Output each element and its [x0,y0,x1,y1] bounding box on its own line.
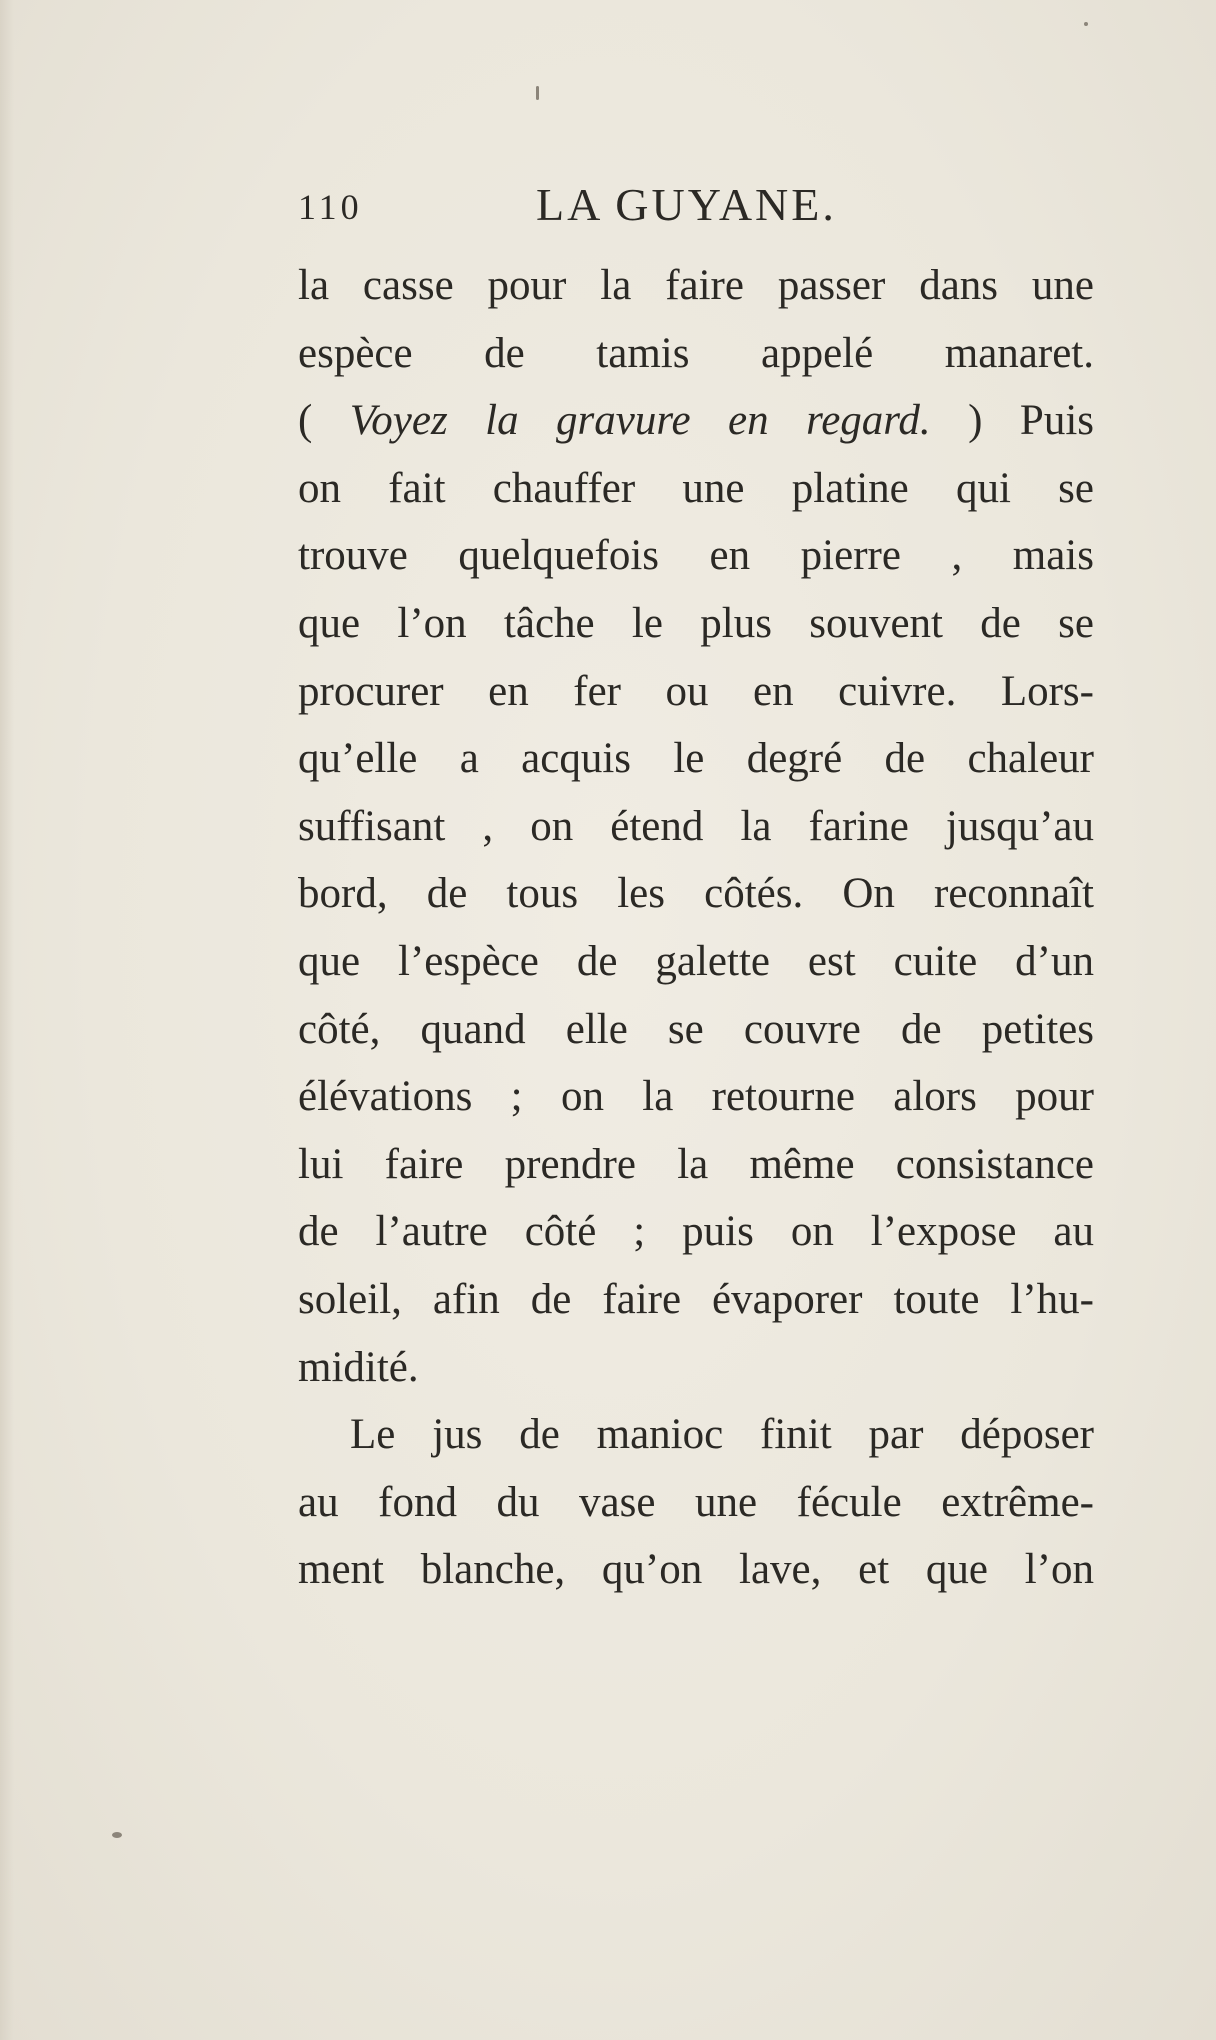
text-line: la casse pour la faire passer dans une [298,262,1094,309]
paper-speck [112,1832,122,1838]
text-line: que l’on tâche le plus souvent de se [298,599,1094,647]
paren-open: ( [298,397,350,445]
text-line: de l’autre côté ; puis on l’expose au [298,1208,1094,1256]
body-text [298,252,1094,1604]
paren-close: ) Puis [930,397,1095,445]
text-line: bord, de tous les côtés. On reconnaît [298,870,1094,918]
text-line: procurer en fer ou en cuivre. Lors- [298,667,1094,715]
page-gutter-shadow [0,0,14,2040]
text-line: trouve quelquefois en pierre , mais [298,532,1094,580]
text-line: soleil, afin de faire évaporer toute l’hu- [298,1275,1094,1323]
text-line [298,387,1094,455]
text-line: élévations ; on la retourne alors pour [298,1073,1094,1121]
text-line: lui faire prendre la même consistance [298,1140,1094,1188]
text-line: midité. [298,1343,419,1391]
page-header [298,178,858,238]
running-title: LA GUYANE. [536,179,837,230]
text-line: que l’espèce de galette est cuite d’un [298,937,1094,985]
text-line: on fait chauffer une platine qui se [298,464,1094,512]
text-line: suffisant , on étend la farine jusqu’au [298,802,1094,850]
paper-speck [536,86,539,100]
italic-reference: Voyez la gravure en regard. [349,397,931,445]
page-number: 110 [298,187,363,227]
paragraph-start-line: Le jus de manioc finit par déposer [350,1411,1094,1459]
text-line: ment blanche, qu’on lave, et que l’on [298,1546,1094,1594]
paper-speck [1084,22,1088,26]
text-line: espèce de tamis appelé manaret. [298,329,1094,377]
text-line: côté, quand elle se couvre de petites [298,1005,1094,1053]
text-line: qu’elle a acquis le degré de chaleur [298,735,1094,783]
text-line: au fond du vase une fécule extrême- [298,1478,1094,1526]
